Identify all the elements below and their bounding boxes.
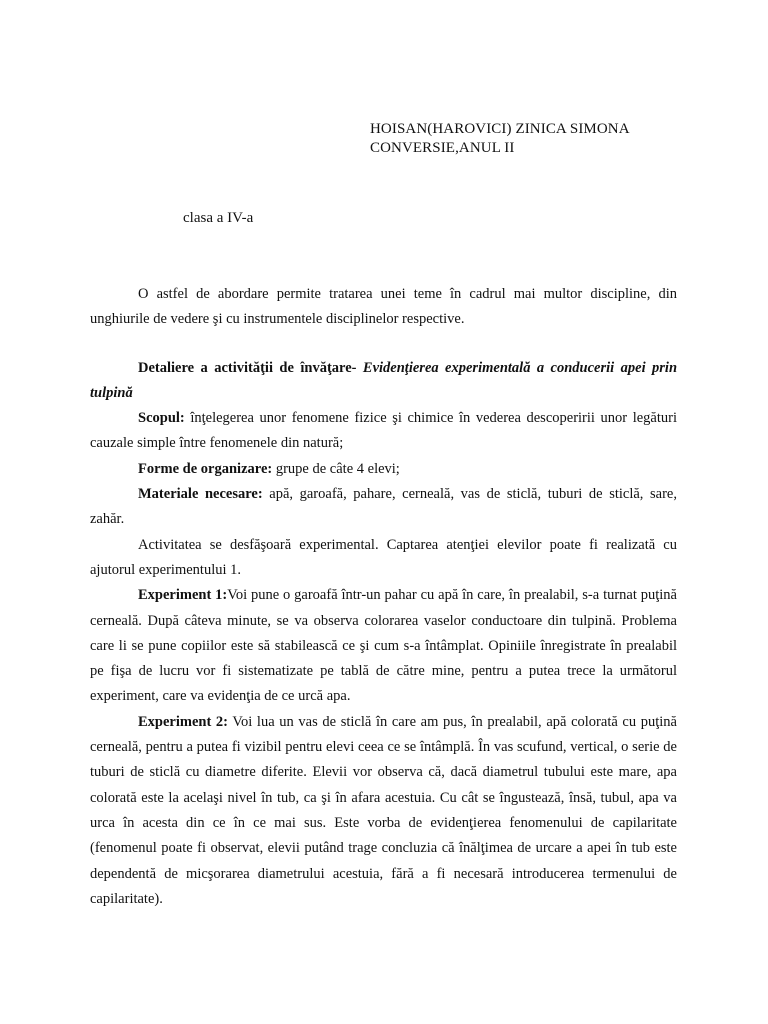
intro-paragraph: O astfel de abordare permite tratarea unei teme în cadrul mai multor discipline, din unghiurile de vedere şi cu instrumentele disciplinelor respective. bbox=[90, 286, 677, 328]
document-header bbox=[370, 120, 630, 158]
activity-title: Evidenţierea experimentală a conducerii apei prin tulpină bbox=[90, 359, 678, 401]
program-line: CONVERSIE,ANUL II bbox=[370, 140, 515, 156]
class-line: clasa a IV-a bbox=[183, 210, 254, 226]
materials-paragraph bbox=[90, 482, 677, 533]
scope-label: Scopul: bbox=[138, 410, 185, 427]
experiment2-label: Experiment 2: bbox=[138, 713, 229, 730]
experiment1-text: Voi pune o garoafă într-un pahar cu apă în care, în prealabil, s-a turnat puţină cerneală. După câteva minute, se va observa colorarea vaselor conductoare din tulpină. Problema care li se pune copiilor este să stabilească ce şi cum s-a întâmplat. Opiniile înregistrate în prealabil pe fişa de lucru vor fi sistematizate pe tablă de către mine, pentru a putea trece la următorul experiment, care va evidenţia de ce urcă apa. bbox=[90, 587, 677, 705]
activity-paragraph bbox=[90, 356, 677, 407]
forms-paragraph bbox=[90, 457, 677, 482]
experiment1-paragraph bbox=[90, 583, 677, 709]
forms-label: Forme de organizare: bbox=[138, 460, 273, 477]
materials-text: apă, garoafă, pahare, cerneală, vas de sticlă, tuburi de sticlă, sare, zahăr. bbox=[90, 486, 677, 528]
author-line: HOISAN(HAROVICI) ZINICA SIMONA bbox=[370, 121, 630, 137]
document-body bbox=[90, 282, 677, 912]
activity-label: Detaliere a activităţii de învăţare- bbox=[138, 359, 357, 376]
activity-description: Activitatea se desfăşoară experimental. Captarea atenţiei elevilor poate fi realizată cu ajutorul experimentului 1. bbox=[90, 536, 677, 578]
forms-text: grupe de câte 4 elevi; bbox=[272, 460, 400, 477]
materials-label: Materiale necesare: bbox=[138, 486, 263, 503]
experiment2-paragraph bbox=[90, 710, 677, 912]
experiment1-label: Experiment 1: bbox=[138, 587, 228, 604]
scope-paragraph bbox=[90, 406, 677, 457]
experiment2-text: Voi lua un vas de sticlă în care am pus, în prealabil, apă colorată cu puţină cerneală, pentru a putea fi vizibil pentru elevi ceea ce se întâmplă. În vas scufund, vertical, o serie de tuburi de sticlă cu diametre diferite. Elevii vor observa că, dacă diametrul tubului este mare, apa colorată este la acelaşi nivel în tub, ca şi în afara acestuia. Cu cât se îngustează, însă, tubul, apa va urca în acesta din ce în ce mai sus. Este vorba de evidenţierea fenomenului de capilaritate (fenomenul poate fi observat, elevii putând trage concluzia că înălţimea de urcare a apei în tub este dependentă de micşorarea diametrului acestuia, fără a fi necesară introducerea termenului de capilaritate). bbox=[90, 713, 677, 907]
scope-text: înţelegerea unor fenomene fizice şi chimice în vederea descoperirii unor legături cauzale simple între fenomenele din natură; bbox=[90, 410, 677, 452]
